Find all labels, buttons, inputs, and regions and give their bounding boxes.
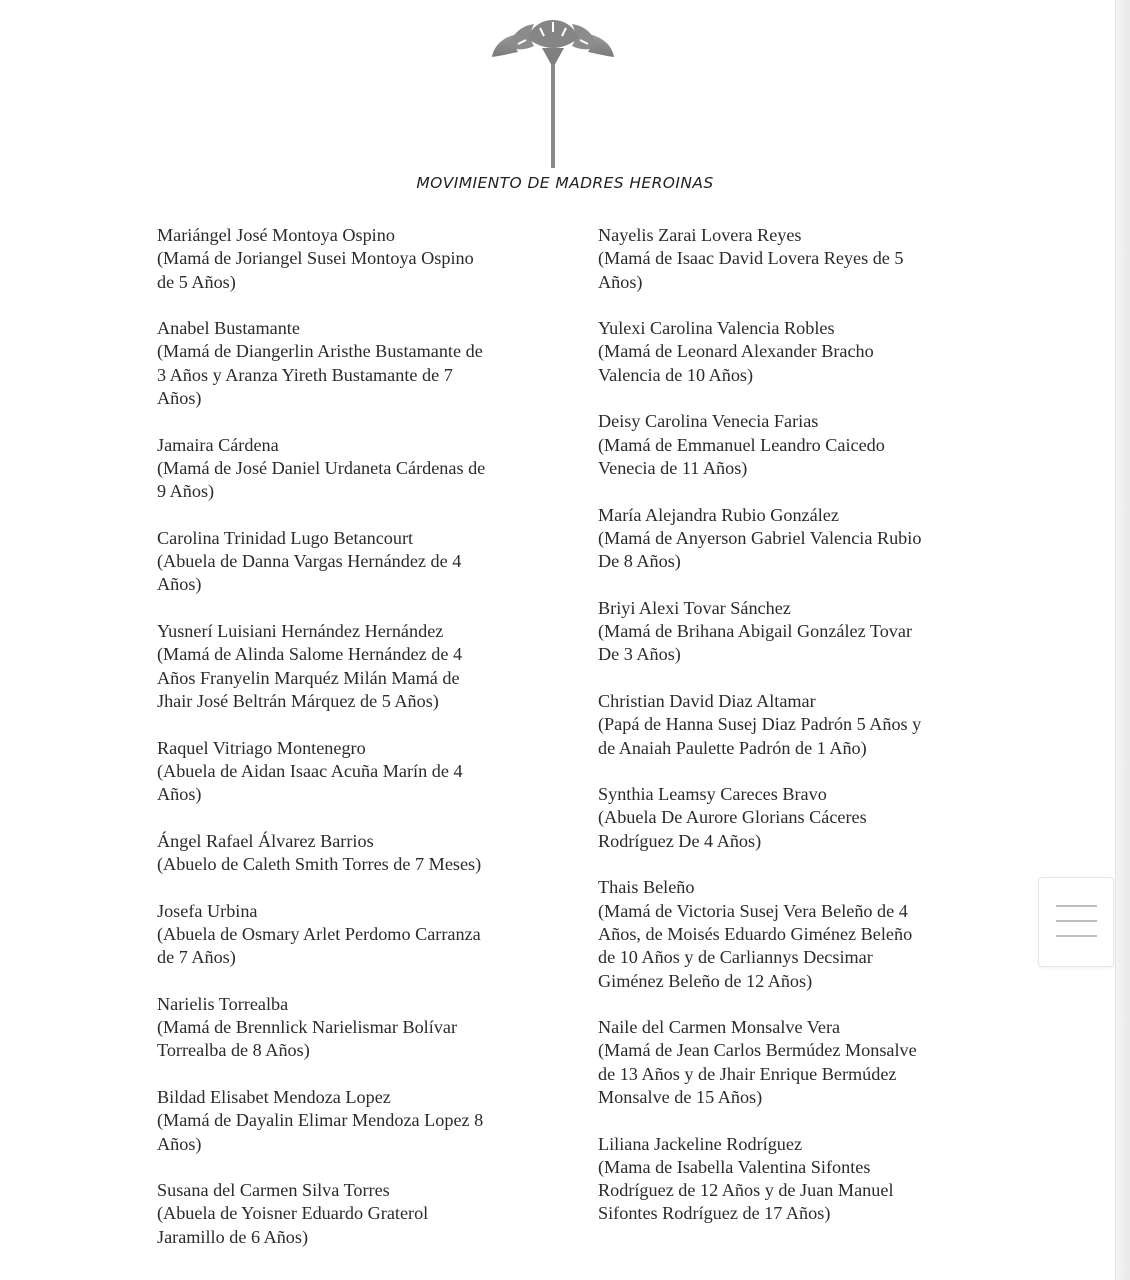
list-item: [598, 224, 988, 294]
person-name: Carolina Trinidad Lugo Betancourt: [157, 527, 414, 548]
person-relation: (Mamá de Anyerson Gabriel Valencia Rubio De 8 Años): [598, 527, 922, 572]
list-item: [157, 830, 547, 877]
person-name: Yusnerí Luisiani Hernández Hernández: [157, 621, 444, 642]
list-item: [598, 504, 988, 574]
person-name: Jamaira Cárdena: [157, 434, 279, 455]
list-item: [157, 620, 547, 713]
person-relation: (Mamá de Joriangel Susei Montoya Ospino de 5 Años): [157, 248, 474, 292]
person-name: Yulexi Carolina Valencia Robles: [598, 318, 835, 339]
person-relation: (Abuelo de Caleth Smith Torres de 7 Meses): [157, 854, 482, 875]
person-name: Bildad Elisabet Mendoza Lopez: [157, 1086, 391, 1107]
person-relation: (Mamá de Diangerlin Aristhe Bustamante de 3 Años y Aranza Yireth Bustamante de 7 Años): [157, 341, 483, 409]
right-column: [598, 224, 988, 1249]
person-relation: (Abuela de Aidan Isaac Acuña Marín de 4 Años): [157, 760, 463, 805]
list-item: [157, 1179, 547, 1249]
carnation-flower-icon: [488, 14, 618, 172]
person-relation: (Abuela de Danna Vargas Hernández de 4 Años): [157, 551, 462, 595]
list-item: [598, 1133, 988, 1226]
person-name: Ángel Rafael Álvarez Barrios: [157, 830, 374, 851]
left-column: [157, 224, 547, 1272]
list-item: [598, 783, 988, 853]
person-relation: (Mamá de José Daniel Urdaneta Cárdenas de 9 Años): [157, 457, 486, 502]
person-name: Naile del Carmen Monsalve Vera: [598, 1017, 841, 1038]
person-name: Synthia Leamsy Careces Bravo: [598, 784, 827, 805]
person-name: Narielis Torrealba: [157, 993, 289, 1014]
person-relation: (Mamá de Brihana Abigail González Tovar De 3 Años): [598, 621, 913, 665]
person-name: Susana del Carmen Silva Torres: [157, 1180, 390, 1201]
person-name: Raquel Vitriago Montenegro: [157, 737, 366, 758]
list-item: [157, 1086, 547, 1156]
list-item: [598, 410, 988, 480]
list-item: [157, 993, 547, 1063]
person-relation: (Mamá de Dayalin Elimar Mendoza Lopez 8 Años): [157, 1110, 484, 1154]
person-relation: (Mamá de Leonard Alexander Bracho Valencia de 10 Años): [598, 341, 874, 385]
person-relation: (Mamá de Victoria Susej Vera Beleño de 4 Años, de Moisés Eduardo Giménez Beleño de 10 Años y de Carliannys Decsimar Giménez Beleño de 12 Años): [598, 900, 913, 991]
person-name: Briyi Alexi Tovar Sánchez: [598, 597, 791, 618]
list-item: [598, 1016, 988, 1109]
list-item: [598, 690, 988, 760]
menu-button[interactable]: [1038, 877, 1114, 967]
person-relation: (Mama de Isabella Valentina Sifontes Rodríguez de 12 Años y de Juan Manuel Sifontes Rodríguez de 17 Años): [598, 1156, 894, 1224]
list-item: [598, 597, 988, 667]
person-name: Anabel Bustamante: [157, 318, 300, 339]
person-name: Thais Beleño: [598, 877, 695, 898]
list-item: [157, 317, 547, 410]
person-relation: (Mamá de Jean Carlos Bermúdez Monsalve de 13 Años y de Jhair Enrique Bermúdez Monsalve de 15 Años): [598, 1040, 917, 1107]
person-name: Josefa Urbina: [157, 900, 258, 921]
list-item: [157, 737, 547, 807]
list-item: [157, 434, 547, 504]
person-name: Deisy Carolina Venecia Farias: [598, 411, 819, 432]
list-item: [598, 876, 988, 992]
person-name: Mariángel José Montoya Ospino: [157, 225, 395, 245]
person-name: Nayelis Zarai Lovera Reyes: [598, 225, 802, 245]
person-relation: (Mamá de Brennlick Narielismar Bolívar Torrealba de 8 Años): [157, 1017, 457, 1061]
person-name: Christian David Diaz Altamar: [598, 690, 816, 711]
person-relation: (Abuela de Osmary Arlet Perdomo Carranza de 7 Años): [157, 923, 481, 968]
person-relation: (Abuela de Yoisner Eduardo Graterol Jaramillo de 6 Años): [157, 1203, 429, 1247]
person-name: Liliana Jackeline Rodríguez: [598, 1133, 803, 1154]
person-name: María Alejandra Rubio González: [598, 504, 839, 525]
person-relation: (Mamá de Alinda Salome Hernández de 4 Años Franyelin Marquéz Milán Mamá de Jhair José Beltrán Márquez de 5 Años): [157, 644, 463, 711]
list-item: [157, 527, 547, 597]
list-item: [157, 224, 547, 294]
page-title: MOVIMIENTO DE MADRES HEROINAS: [416, 174, 714, 192]
person-relation: (Papá de Hanna Susej Diaz Padrón 5 Años y de Anaiah Paulette Padrón de 1 Año): [598, 714, 922, 758]
person-relation: (Abuela De Aurore Glorians Cáceres Rodríguez De 4 Años): [598, 807, 867, 851]
list-item: [157, 900, 547, 970]
person-relation: (Mamá de Isaac David Lovera Reyes de 5 Años): [598, 248, 904, 292]
page-edge: [1115, 0, 1130, 1280]
person-relation: (Mamá de Emmanuel Leandro Caicedo Venecia de 11 Años): [598, 434, 885, 478]
list-item: [598, 317, 988, 387]
